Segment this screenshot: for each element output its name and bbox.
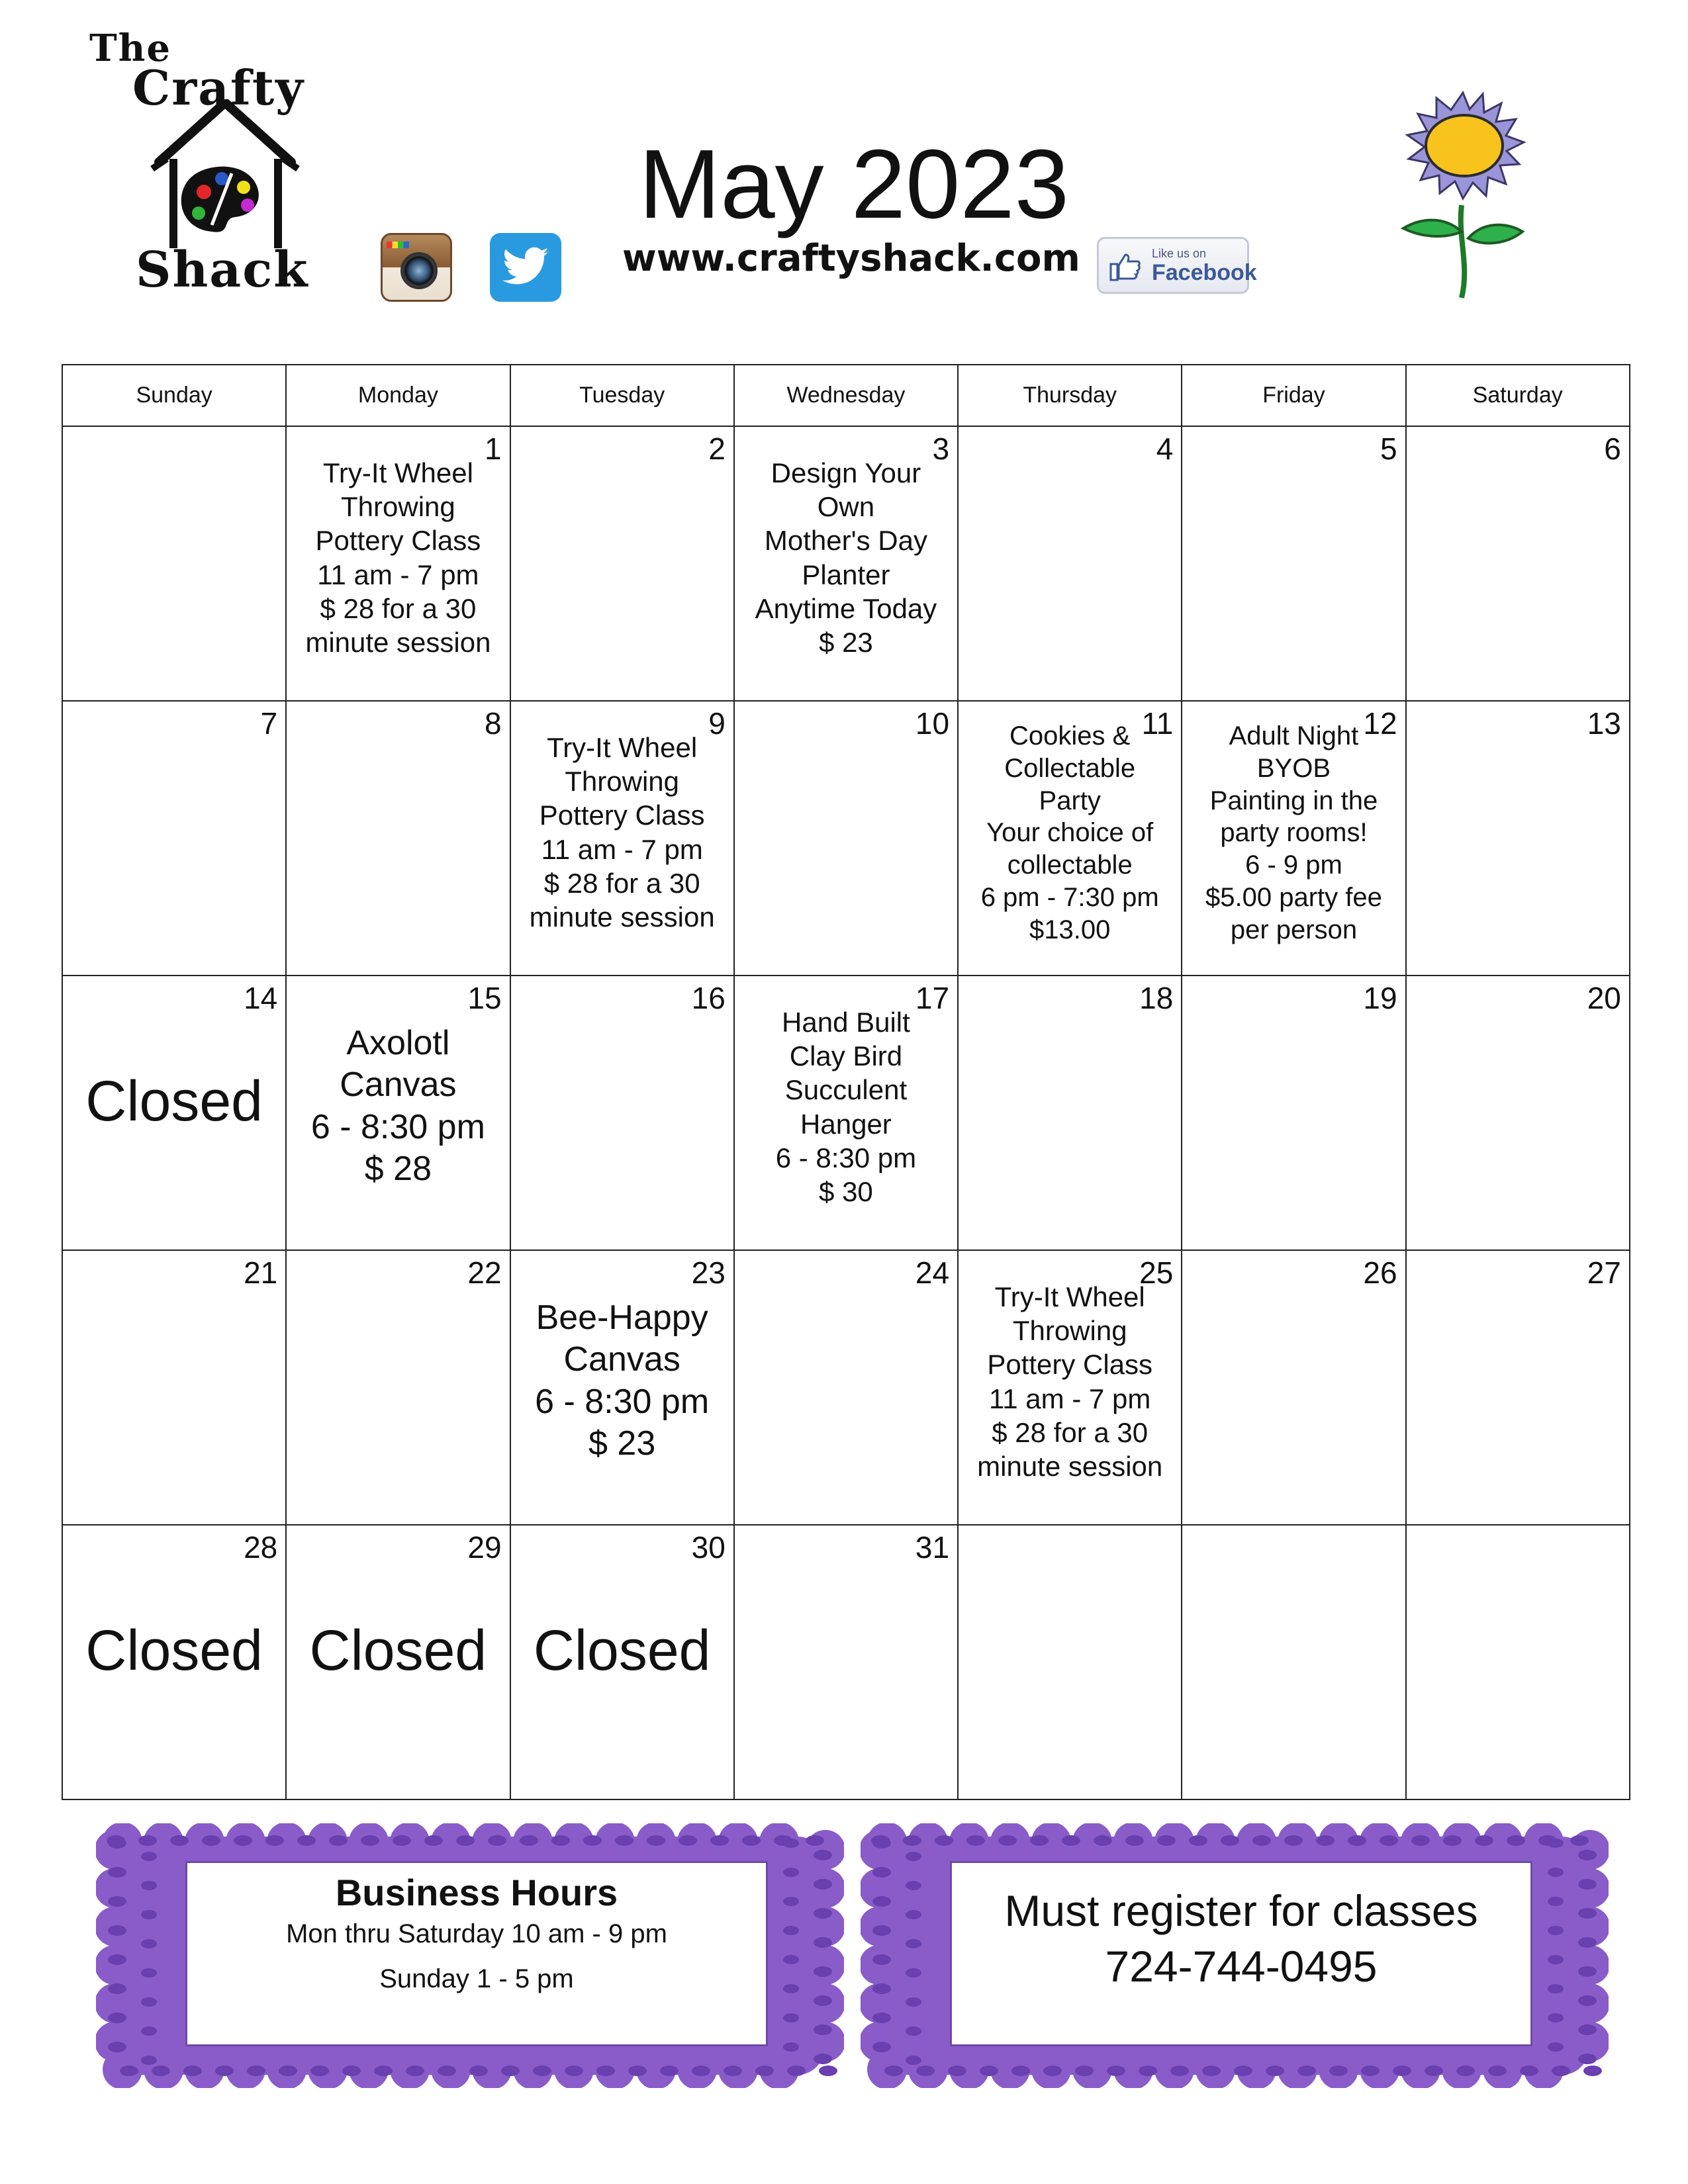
calendar-week-row [62,1251,1638,1525]
day-cell-saturday[interactable] [1405,702,1630,976]
day-cell-friday[interactable] [1181,427,1406,702]
facebook-like-us-text: Like us on [1152,247,1207,260]
day-cell-sunday[interactable] [62,1251,287,1525]
event-description: Design Your Own Mother's Day Planter Anytime Today $ 23 [755,457,937,659]
day-number: 10 [915,706,950,741]
day-header-monday: Monday [285,364,510,427]
day-cell-thursday[interactable] [957,1525,1182,1800]
day-cell-sunday[interactable] [62,976,287,1251]
calendar-grid [62,364,1638,1800]
calendar-week-row [62,702,1638,976]
day-number: 1 [484,432,502,466]
website-link[interactable]: www.craftyshack.com [622,237,1080,280]
twitter-icon[interactable] [490,233,561,302]
day-cell-friday[interactable] [1181,976,1406,1251]
day-cell-tuesday[interactable] [510,1251,735,1525]
day-cell-saturday[interactable] [1405,976,1630,1251]
day-header-thursday: Thursday [957,364,1182,427]
closed-label: Closed [309,1619,487,1682]
facebook-label: Facebook [1152,260,1257,285]
day-cell-tuesday[interactable] [510,427,735,702]
day-cell-sunday[interactable] [62,427,287,702]
day-cell-saturday[interactable] [1405,427,1630,702]
day-number: 17 [915,981,950,1015]
event-description: Try-It Wheel Throwing Pottery Class 11 am - 7 pm $ 28 for a 30 minute session [977,1281,1163,1482]
day-header-friday: Friday [1181,364,1406,427]
day-cell-friday[interactable] [1181,702,1406,976]
day-number: 24 [915,1255,950,1290]
logo-word-shack: Shack [136,242,309,298]
event-description: Adult Night BYOB Painting in the party rooms! 6 - 9 pm $5.00 party fee per person [1205,721,1382,944]
calendar-header-row [62,364,1638,427]
instagram-stripe [387,242,409,248]
business-hours-weekday: Mon thru Saturday 10 am - 9 pm [286,1919,667,1948]
day-cell-wednesday[interactable] [733,976,959,1251]
page-title: May 2023 [639,130,1069,239]
event-description: Try-It Wheel Throwing Pottery Class 11 am - 7 pm $ 28 for a 30 minute session [529,732,715,933]
business-hours-box [185,1861,768,2046]
day-cell-sunday[interactable] [62,702,287,976]
phone-number[interactable]: 724-744-0495 [1105,1942,1378,1991]
day-cell-monday[interactable] [285,1251,510,1525]
calendar-week-row [62,976,1638,1251]
day-number: 7 [260,706,278,741]
day-cell-friday[interactable] [1181,1525,1406,1800]
day-number: 20 [1587,981,1621,1015]
day-cell-monday[interactable] [285,1525,510,1800]
day-number: 13 [1587,706,1621,741]
twitter-bird-icon [499,242,552,293]
day-cell-saturday[interactable] [1405,1525,1630,1800]
day-number: 30 [691,1530,726,1565]
registration-notice: Must register for classes [1004,1886,1478,1935]
day-cell-thursday[interactable] [957,976,1182,1251]
day-number: 3 [932,432,950,466]
day-header-wednesday: Wednesday [733,364,959,427]
day-number: 11 [1141,706,1174,741]
day-cell-saturday[interactable] [1405,1251,1630,1525]
day-cell-thursday[interactable] [957,427,1182,702]
logo-word-the: The [89,26,172,70]
closed-label: Closed [85,1619,263,1682]
event-description: Cookies & Collectable Party Your choice of collectable 6 pm - 7:30 pm $13.00 [980,721,1159,944]
day-cell-thursday[interactable] [957,1251,1182,1525]
event-description: Try-It Wheel Throwing Pottery Class 11 am - 7 pm $ 28 for a 30 minute session [305,457,491,659]
registration-box [950,1861,1532,2046]
day-number: 28 [244,1530,278,1565]
day-number: 15 [467,981,502,1015]
day-header-saturday: Saturday [1405,364,1630,427]
day-cell-monday[interactable] [285,427,510,702]
day-cell-tuesday[interactable] [510,976,735,1251]
day-cell-sunday[interactable] [62,1525,287,1800]
closed-label: Closed [85,1069,263,1133]
business-hours-title: Business Hours [335,1872,618,1913]
instagram-icon[interactable] [381,233,452,302]
business-hours-sunday: Sunday 1 - 5 pm [379,1964,574,1993]
logo-word-crafty: Crafty [132,60,305,116]
day-number: 22 [467,1255,502,1290]
day-number: 18 [1139,981,1174,1015]
day-number: 12 [1363,706,1397,741]
day-cell-monday[interactable] [285,976,510,1251]
day-number: 25 [1139,1255,1174,1290]
day-number: 31 [915,1530,950,1565]
closed-label: Closed [533,1619,711,1682]
event-description: Axolotl Canvas 6 - 8:30 pm $ 28 [310,1024,485,1189]
day-cell-wednesday[interactable] [733,702,959,976]
day-number: 6 [1604,432,1621,466]
day-number: 19 [1363,981,1397,1015]
day-cell-wednesday[interactable] [733,1251,959,1525]
day-number: 27 [1587,1255,1621,1290]
day-cell-wednesday[interactable] [733,427,959,702]
day-number: 26 [1363,1255,1397,1290]
calendar-week-row [62,1525,1638,1800]
day-number: 9 [708,706,726,741]
day-number: 23 [691,1255,726,1290]
day-number: 29 [467,1530,502,1565]
day-cell-friday[interactable] [1181,1251,1406,1525]
day-number: 2 [708,432,726,466]
day-header-sunday: Sunday [62,364,287,427]
flower-icon [1383,79,1542,304]
day-number: 5 [1380,432,1397,466]
day-header-tuesday: Tuesday [510,364,735,427]
facebook-like-button[interactable] [1097,237,1257,294]
day-number: 14 [244,981,278,1015]
day-cell-tuesday[interactable] [510,1525,735,1800]
day-cell-thursday[interactable] [957,702,1182,976]
day-number: 8 [484,706,502,741]
day-cell-wednesday[interactable] [733,1525,959,1800]
instagram-lens [400,252,438,289]
event-description: Bee-Happy Canvas 6 - 8:30 pm $ 23 [535,1298,710,1463]
day-number: 4 [1156,432,1174,466]
day-cell-monday[interactable] [285,702,510,976]
event-description: Hand Built Clay Bird Succulent Hanger 6 - 8:30 pm $ 30 [775,1007,917,1208]
thumbs-up-icon [1108,251,1143,283]
day-number: 21 [244,1255,278,1290]
day-cell-tuesday[interactable] [510,702,735,976]
calendar-week-row [62,427,1638,702]
day-number: 16 [691,981,726,1015]
